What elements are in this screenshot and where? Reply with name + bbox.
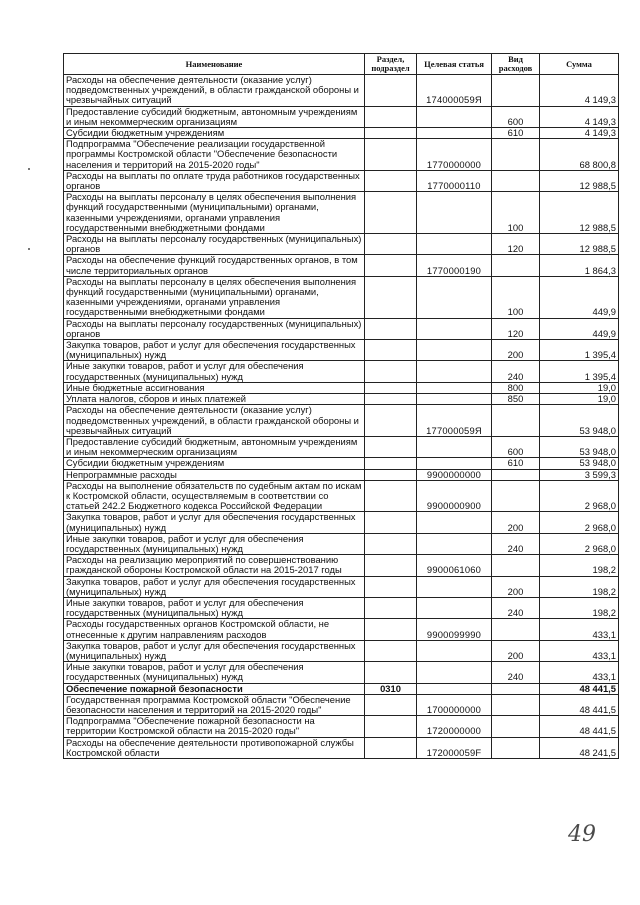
- cell-amount: 48 241,5: [540, 737, 619, 758]
- cell-section: [365, 619, 417, 640]
- cell-section: [365, 480, 417, 512]
- cell-expense-type: 200: [492, 512, 540, 533]
- cell-expense-type: 200: [492, 340, 540, 361]
- cell-amount: 12 988,5: [540, 170, 619, 191]
- cell-section: [365, 512, 417, 533]
- cell-target: 1700000000: [417, 694, 492, 715]
- cell-name: Расходы на выплаты персоналу государственных (муниципальных) органов: [64, 318, 365, 339]
- cell-amount: 48 441,5: [540, 716, 619, 737]
- cell-amount: 2 968,0: [540, 480, 619, 512]
- table-row: [64, 458, 619, 469]
- cell-expense-type: 240: [492, 597, 540, 618]
- cell-amount: 449,9: [540, 318, 619, 339]
- cell-target: [417, 683, 492, 694]
- cell-name: Расходы на выплаты персоналу государственных (муниципальных) органов: [64, 234, 365, 255]
- cell-target: [417, 458, 492, 469]
- cell-name: Уплата налогов, сборов и иных платежей: [64, 394, 365, 405]
- cell-target: 1770000110: [417, 170, 492, 191]
- cell-amount: 1 864,3: [540, 255, 619, 276]
- cell-expense-type: [492, 469, 540, 480]
- cell-expense-type: 200: [492, 640, 540, 661]
- cell-section: [365, 597, 417, 618]
- cell-section: [365, 276, 417, 318]
- table-row: [64, 405, 619, 437]
- cell-expense-type: [492, 683, 540, 694]
- cell-section: [365, 640, 417, 661]
- cell-section: [365, 255, 417, 276]
- cell-name: Субсидии бюджетным учреждениям: [64, 128, 365, 139]
- table-row: [64, 75, 619, 107]
- cell-target: [417, 128, 492, 139]
- cell-expense-type: [492, 75, 540, 107]
- cell-target: 9900061060: [417, 555, 492, 576]
- cell-target: 1770000000: [417, 139, 492, 171]
- cell-name: Подпрограмма "Обеспечение реализации государственной программы Костромской области "Обеспечение безопасности населения и территорий на 2015-2020 годы": [64, 139, 365, 171]
- header-target: Целевая статья: [417, 54, 492, 75]
- cell-amount: 4 149,3: [540, 75, 619, 107]
- cell-name: Закупка товаров, работ и услуг для обеспечения государственных (муниципальных) нужд: [64, 640, 365, 661]
- cell-expense-type: 240: [492, 533, 540, 554]
- cell-section: [365, 192, 417, 234]
- cell-section: [365, 694, 417, 715]
- cell-section: [365, 361, 417, 382]
- cell-target: [417, 361, 492, 382]
- cell-amount: 12 988,5: [540, 234, 619, 255]
- table-row: [64, 533, 619, 554]
- table-row: [64, 394, 619, 405]
- table-row: [64, 694, 619, 715]
- cell-target: [417, 192, 492, 234]
- cell-expense-type: [492, 405, 540, 437]
- cell-target: [417, 382, 492, 393]
- cell-section: [365, 737, 417, 758]
- cell-amount: 449,9: [540, 276, 619, 318]
- cell-name: Закупка товаров, работ и услуг для обеспечения государственных (муниципальных) нужд: [64, 512, 365, 533]
- cell-expense-type: 240: [492, 361, 540, 382]
- cell-amount: 433,1: [540, 640, 619, 661]
- cell-expense-type: [492, 255, 540, 276]
- cell-section: [365, 170, 417, 191]
- cell-section: [365, 106, 417, 127]
- cell-target: [417, 318, 492, 339]
- cell-section: [365, 75, 417, 107]
- cell-target: [417, 276, 492, 318]
- cell-target: [417, 234, 492, 255]
- cell-target: [417, 512, 492, 533]
- cell-section: [365, 139, 417, 171]
- cell-target: 9900000900: [417, 480, 492, 512]
- cell-target: [417, 394, 492, 405]
- table-row: [64, 170, 619, 191]
- cell-name: Расходы на выплаты персоналу в целях обеспечения выполнения функций государственными (муниципальными) органами, казенными учреждениями, органами управления государственными внебюджетными фондами: [64, 192, 365, 234]
- cell-name: Иные закупки товаров, работ и услуг для обеспечения государственных (муниципальных) нужд: [64, 361, 365, 382]
- cell-amount: 19,0: [540, 394, 619, 405]
- cell-amount: 48 441,5: [540, 694, 619, 715]
- cell-name: Расходы на обеспечение деятельности противопожарной службы Костромской области: [64, 737, 365, 758]
- cell-amount: 4 149,3: [540, 128, 619, 139]
- cell-target: 174000059Я: [417, 75, 492, 107]
- table-row: [64, 512, 619, 533]
- cell-section: [365, 469, 417, 480]
- header-name: Наименование: [64, 54, 365, 75]
- table-row: [64, 737, 619, 758]
- table-row: [64, 255, 619, 276]
- cell-target: [417, 106, 492, 127]
- table-row: [64, 382, 619, 393]
- cell-amount: 2 968,0: [540, 512, 619, 533]
- cell-expense-type: 120: [492, 318, 540, 339]
- table-row: [64, 555, 619, 576]
- cell-expense-type: [492, 555, 540, 576]
- table-body: [64, 75, 619, 759]
- cell-section: [365, 405, 417, 437]
- cell-name: Расходы на выполнение обязательств по судебным актам по искам к Костромской области, осуществляемым в соответствии со статьей 242.2 Бюджетного кодекса Российской Федерации: [64, 480, 365, 512]
- cell-expense-type: 240: [492, 662, 540, 683]
- cell-target: [417, 436, 492, 457]
- table-row: [64, 619, 619, 640]
- table-row: [64, 318, 619, 339]
- cell-section: [365, 436, 417, 457]
- cell-target: [417, 640, 492, 661]
- cell-expense-type: 120: [492, 234, 540, 255]
- cell-name: Закупка товаров, работ и услуг для обеспечения государственных (муниципальных) нужд: [64, 340, 365, 361]
- header-section: Раздел, подраздел: [365, 54, 417, 75]
- cell-amount: 12 988,5: [540, 192, 619, 234]
- cell-target: 177000059Я: [417, 405, 492, 437]
- table-row: [64, 576, 619, 597]
- cell-expense-type: 100: [492, 192, 540, 234]
- page-number: 49: [568, 822, 596, 847]
- table-row: [64, 128, 619, 139]
- margin-mark: [28, 168, 30, 170]
- cell-section: [365, 234, 417, 255]
- cell-name: Расходы на реализацию мероприятий по совершенствованию гражданской обороны Костромской области на 2015-2017 годы: [64, 555, 365, 576]
- cell-target: 9900099990: [417, 619, 492, 640]
- cell-expense-type: [492, 480, 540, 512]
- cell-section: [365, 458, 417, 469]
- table-row: [64, 361, 619, 382]
- cell-amount: 198,2: [540, 597, 619, 618]
- cell-name: Расходы на обеспечение деятельности (оказание услуг) подведомственных учреждений, в области гражданской обороны и чрезвычайных ситуаций: [64, 75, 365, 107]
- cell-section: [365, 318, 417, 339]
- table-row: [64, 276, 619, 318]
- cell-amount: 4 149,3: [540, 106, 619, 127]
- cell-amount: 53 948,0: [540, 405, 619, 437]
- cell-target: [417, 533, 492, 554]
- table-row: [64, 106, 619, 127]
- cell-section: [365, 382, 417, 393]
- cell-name: Иные бюджетные ассигнования: [64, 382, 365, 393]
- cell-name: Субсидии бюджетным учреждениям: [64, 458, 365, 469]
- table-row: [64, 139, 619, 171]
- cell-amount: 53 948,0: [540, 458, 619, 469]
- table-row: [64, 436, 619, 457]
- header-amount: Сумма: [540, 54, 619, 75]
- cell-name: Иные закупки товаров, работ и услуг для обеспечения государственных (муниципальных) нужд: [64, 662, 365, 683]
- cell-section: [365, 576, 417, 597]
- cell-expense-type: 610: [492, 458, 540, 469]
- cell-section: [365, 340, 417, 361]
- cell-name: Иные закупки товаров, работ и услуг для обеспечения государственных (муниципальных) нужд: [64, 597, 365, 618]
- cell-amount: 53 948,0: [540, 436, 619, 457]
- cell-target: 9900000000: [417, 469, 492, 480]
- table-row: [64, 662, 619, 683]
- table-row: [64, 597, 619, 618]
- cell-target: [417, 597, 492, 618]
- cell-target: 172000059F: [417, 737, 492, 758]
- cell-target: [417, 576, 492, 597]
- cell-section: [365, 716, 417, 737]
- cell-expense-type: [492, 139, 540, 171]
- cell-target: 1720000000: [417, 716, 492, 737]
- cell-target: [417, 340, 492, 361]
- cell-expense-type: 850: [492, 394, 540, 405]
- cell-expense-type: 200: [492, 576, 540, 597]
- cell-name: Расходы на обеспечение деятельности (оказание услуг) подведомственных учреждений, в области гражданской обороны и чрезвычайных ситуаций: [64, 405, 365, 437]
- table-row: [64, 469, 619, 480]
- cell-section: [365, 662, 417, 683]
- cell-name: Расходы государственных органов Костромской области, не отнесенные к другим направлениям расходов: [64, 619, 365, 640]
- cell-name: Предоставление субсидий бюджетным, автономным учреждениям и иным некоммерческим организациям: [64, 436, 365, 457]
- cell-expense-type: [492, 737, 540, 758]
- header-expense-type: Вид расходов: [492, 54, 540, 75]
- cell-expense-type: [492, 170, 540, 191]
- cell-name: Обеспечение пожарной безопасности: [64, 683, 365, 694]
- cell-amount: 433,1: [540, 619, 619, 640]
- table-row: [64, 192, 619, 234]
- table-row: [64, 234, 619, 255]
- cell-expense-type: [492, 716, 540, 737]
- cell-expense-type: 610: [492, 128, 540, 139]
- cell-name: Расходы на выплаты по оплате труда работников государственных органов: [64, 170, 365, 191]
- table-row: [64, 640, 619, 661]
- cell-expense-type: 600: [492, 106, 540, 127]
- budget-page: [63, 53, 618, 759]
- cell-amount: 433,1: [540, 662, 619, 683]
- table-row: [64, 683, 619, 694]
- cell-amount: 3 599,3: [540, 469, 619, 480]
- cell-amount: 2 968,0: [540, 533, 619, 554]
- cell-amount: 68 800,8: [540, 139, 619, 171]
- cell-name: Расходы на обеспечение функций государственных органов, в том числе территориальных органов: [64, 255, 365, 276]
- budget-table: [63, 53, 619, 759]
- cell-target: [417, 662, 492, 683]
- cell-amount: 198,2: [540, 576, 619, 597]
- cell-name: Предоставление субсидий бюджетным, автономным учреждениям и иным некоммерческим организациям: [64, 106, 365, 127]
- cell-name: Непрограммные расходы: [64, 469, 365, 480]
- cell-target: 1770000190: [417, 255, 492, 276]
- cell-name: Подпрограмма "Обеспечение пожарной безопасности на территории Костромской области на 2015-2020 годы": [64, 716, 365, 737]
- cell-section: [365, 394, 417, 405]
- cell-section: [365, 128, 417, 139]
- cell-name: Государственная программа Костромской области "Обеспечение безопасности населения и территорий на 2015-2020 годы": [64, 694, 365, 715]
- cell-name: Расходы на выплаты персоналу в целях обеспечения выполнения функций государственными (муниципальными) органами, казенными учреждениями, органами управления государственными внебюджетными фондами: [64, 276, 365, 318]
- cell-amount: 19,0: [540, 382, 619, 393]
- cell-name: Иные закупки товаров, работ и услуг для обеспечения государственных (муниципальных) нужд: [64, 533, 365, 554]
- cell-section: [365, 533, 417, 554]
- cell-expense-type: 100: [492, 276, 540, 318]
- table-row: [64, 480, 619, 512]
- cell-name: Закупка товаров, работ и услуг для обеспечения государственных (муниципальных) нужд: [64, 576, 365, 597]
- table-header-row: [64, 54, 619, 75]
- cell-amount: 1 395,4: [540, 361, 619, 382]
- cell-amount: 1 395,4: [540, 340, 619, 361]
- cell-expense-type: 600: [492, 436, 540, 457]
- table-row: [64, 716, 619, 737]
- cell-section: 0310: [365, 683, 417, 694]
- cell-expense-type: [492, 694, 540, 715]
- cell-expense-type: 800: [492, 382, 540, 393]
- cell-amount: 48 441,5: [540, 683, 619, 694]
- margin-mark: [28, 248, 30, 250]
- table-row: [64, 340, 619, 361]
- cell-expense-type: [492, 619, 540, 640]
- cell-section: [365, 555, 417, 576]
- cell-amount: 198,2: [540, 555, 619, 576]
